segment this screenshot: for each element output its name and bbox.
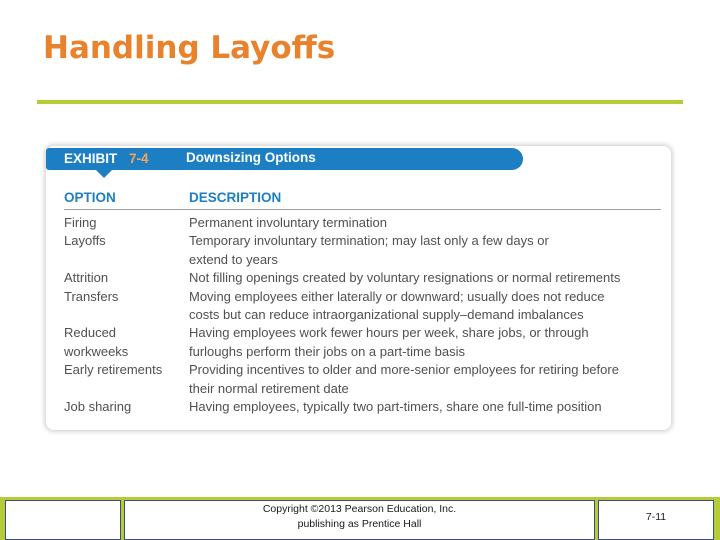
column-header-description: DESCRIPTION — [189, 190, 282, 205]
option-cell: Firing — [64, 215, 97, 230]
exhibit-number: 7-4 — [129, 151, 149, 166]
exhibit-label: EXHIBIT — [64, 151, 118, 166]
option-cell: workweeks — [64, 343, 129, 359]
description-cell: costs but can reduce intraorganizational supply–demand imbalances — [189, 307, 584, 322]
description-cell: Not filling openings created by voluntary resignations or normal retirements — [189, 270, 621, 286]
description-cell: furloughs perform their jobs on a part-time basis — [189, 343, 466, 359]
option-cell: Reduced — [64, 325, 117, 341]
title-underline — [37, 100, 683, 104]
description-cell: Permanent involuntary termination — [189, 215, 387, 230]
column-header-option: OPTION — [64, 190, 116, 205]
exhibit-header-notch — [96, 170, 112, 178]
description-cell: Providing incentives to older and more-senior employees for retiring before — [189, 362, 619, 378]
copyright-line-1: Copyright ©2013 Pearson Education, Inc. — [262, 503, 457, 515]
description-cell: Having employees, typically two part-timers, share one full-time position — [189, 399, 602, 414]
description-cell: Temporary involuntary termination; may last only a few days or — [189, 233, 549, 249]
description-cell: Having employees work fewer hours per week, share jobs, or through — [189, 325, 589, 341]
slide-title: Handling Layoffs — [43, 30, 336, 66]
description-cell: their normal retirement date — [189, 380, 349, 396]
option-cell: Early retirements — [64, 362, 163, 378]
exhibit-caption: Downsizing Options — [186, 150, 316, 165]
description-cell: Moving employees either laterally or downward; usually does not reduce — [189, 288, 605, 304]
copyright-line-2: publishing as Prentice Hall — [297, 518, 422, 530]
option-cell: Job sharing — [64, 399, 132, 414]
option-cell: Transfers — [64, 288, 119, 304]
description-cell: extend to years — [189, 251, 278, 267]
option-cell: Attrition — [64, 270, 109, 286]
copyright-notice — [124, 502, 595, 532]
header-divider — [64, 209, 661, 210]
option-cell: Layoffs — [64, 233, 106, 249]
footer-left-box — [5, 500, 121, 540]
page-number: 7-11 — [645, 511, 667, 523]
